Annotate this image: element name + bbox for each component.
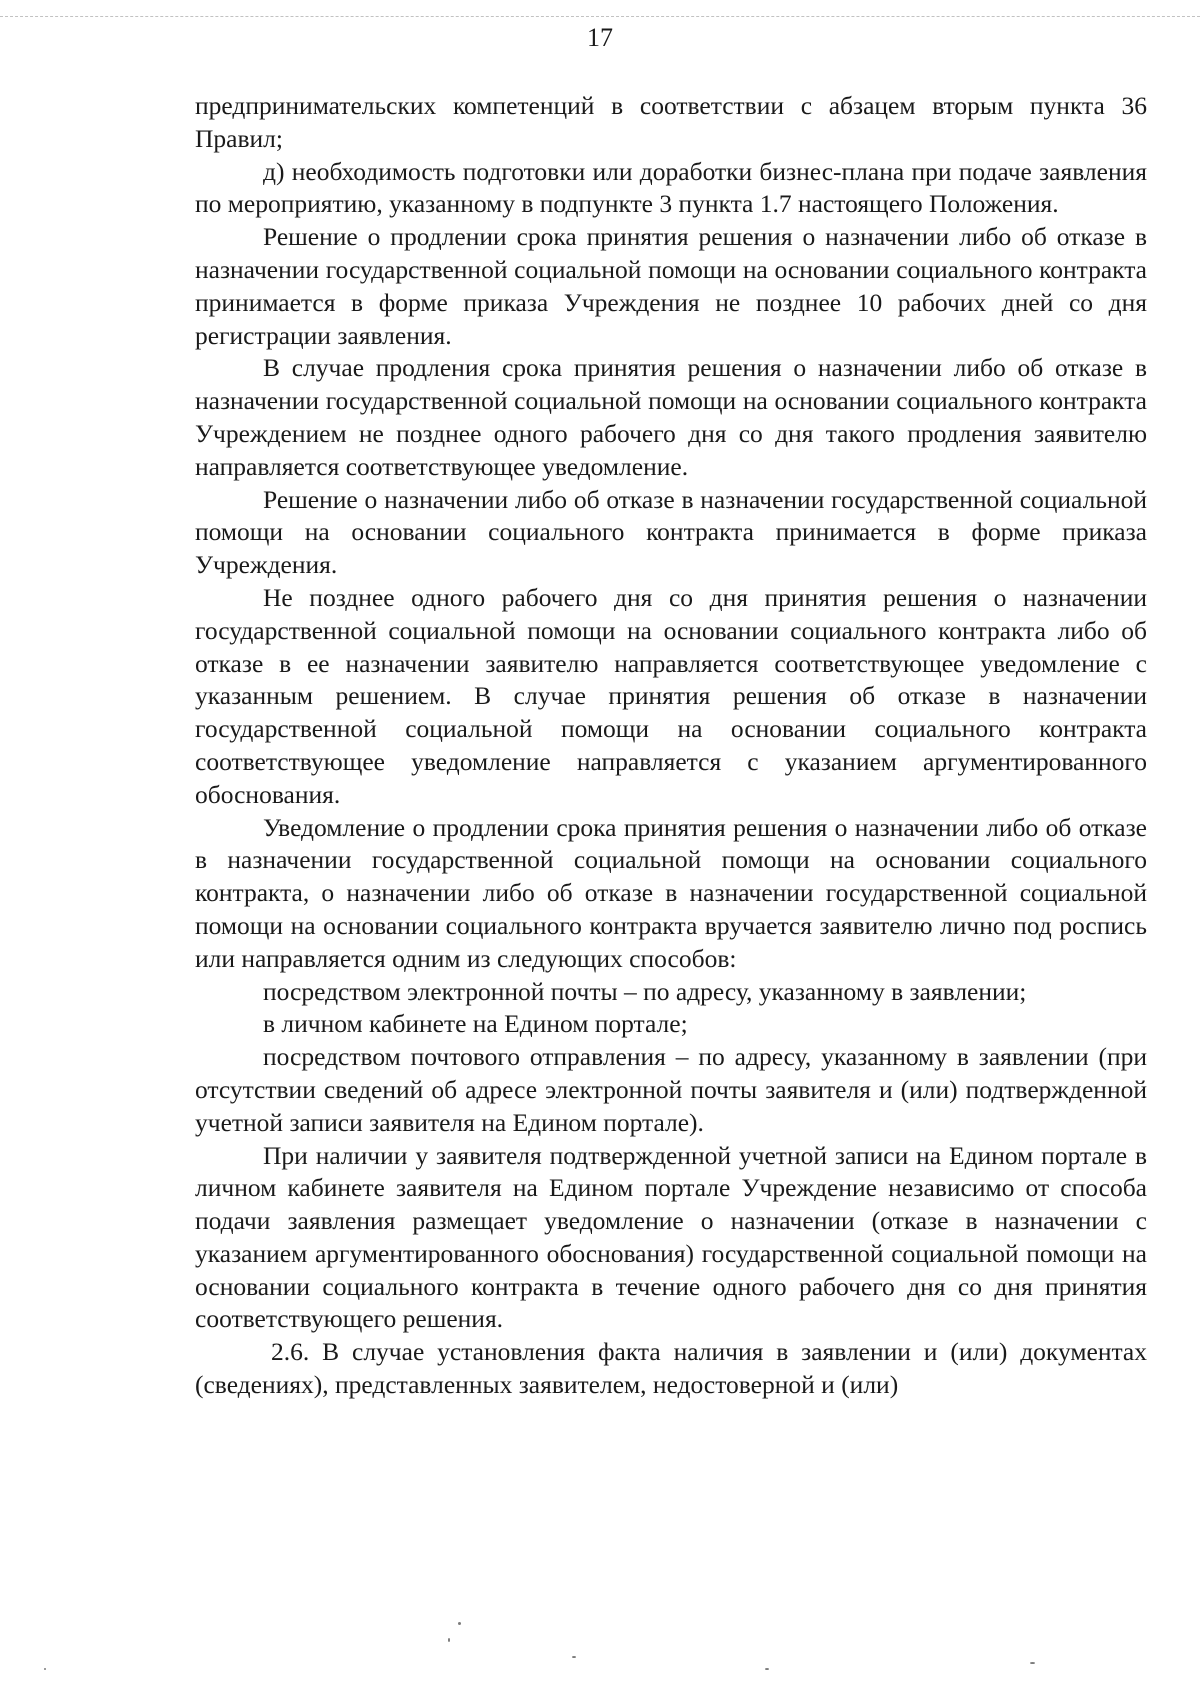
- paragraph-10: посредством почтового отправления – по адресу, указанному в заявлении (при отсутствии сведений об адресе электронной почты заявителя и (или) подтвержденной учетной записи заявителя на Едином портале).: [195, 1042, 1147, 1137]
- document-body: [195, 90, 1147, 1402]
- page-number: 17: [587, 23, 613, 52]
- scan-speck: [448, 1638, 450, 1642]
- scan-speck: [572, 1656, 576, 1658]
- paragraph-1: предпринимательских компетенций в соответствии с абзацем вторым пункта 36 Правил;: [195, 91, 1147, 153]
- scan-speck: [458, 1622, 461, 1625]
- paragraph-3: Решение о продлении срока принятия решения о назначении либо об отказе в назначении государственной социальной помощи на основании социального контракта принимается в форме приказа Учреждения не позднее 10 рабочих дней со дня регистрации заявления.: [195, 222, 1147, 350]
- paragraph-2: д) необходимость подготовки или доработки бизнес-плана при подаче заявления по мероприятию, указанному в подпункте 3 пункта 1.7 настоящего Положения.: [195, 156, 1147, 219]
- scan-speck: [44, 1668, 46, 1670]
- scan-speck: [1030, 1662, 1035, 1664]
- paragraph-8: посредством электронной почты – по адресу, указанному в заявлении;: [263, 976, 1027, 1006]
- paragraph-5: Решение о назначении либо об отказе в назначении государственной социальной помощи на основании социального контракта принимается в форме приказа Учреждения.: [195, 484, 1147, 580]
- paragraph-4: В случае продления срока принятия решения о назначении либо об отказе в назначении государственной социальной помощи на основании социального контракта Учреждением не позднее одного рабочего дня со дня такого продления заявителю направляется соответствующее уведомление.: [195, 353, 1147, 481]
- paragraph-7: Уведомление о продлении срока принятия решения о назначении либо об отказе в назначении государственной социальной помощи на основании социального контракта, о назначении либо об отказе в назначении государственной социальной помощи на основании социального контракта вручается заявителю лично под роспись или направляется одним из следующих способов:: [195, 812, 1147, 973]
- paragraph-9: в личном кабинете на Едином портале;: [263, 1009, 688, 1039]
- scan-speck: [765, 1668, 769, 1670]
- scan-artifact-line: [0, 16, 1200, 17]
- paragraph-11: При наличии у заявителя подтвержденной учетной записи на Едином портале в личном кабинете заявителя на Едином портале Учреждение независимо от способа подачи заявления размещает уведомление о назначении (отказе в назначении с указанием аргументированного обоснования) государственной социальной помощи на основании социального контракта в течение одного рабочего дня со дня принятия соответствующего решения.: [195, 1140, 1147, 1334]
- paragraph-6: Не позднее одного рабочего дня со дня принятия решения о назначении государственной социальной помощи на основании социального контракта либо об отказе в ее назначении заявителю направляется соответствующее уведомление с указанным решением. В случае принятия решения об отказе в назначении государственной социальной помощи на основании социального контракта соответствующее уведомление направляется с указанием аргументированного обоснования.: [195, 582, 1147, 809]
- paragraph-12: 2.6. В случае установления факта наличия в заявлении и (или) документах (сведениях), представленных заявителем, недостоверной и (или): [195, 1337, 1147, 1400]
